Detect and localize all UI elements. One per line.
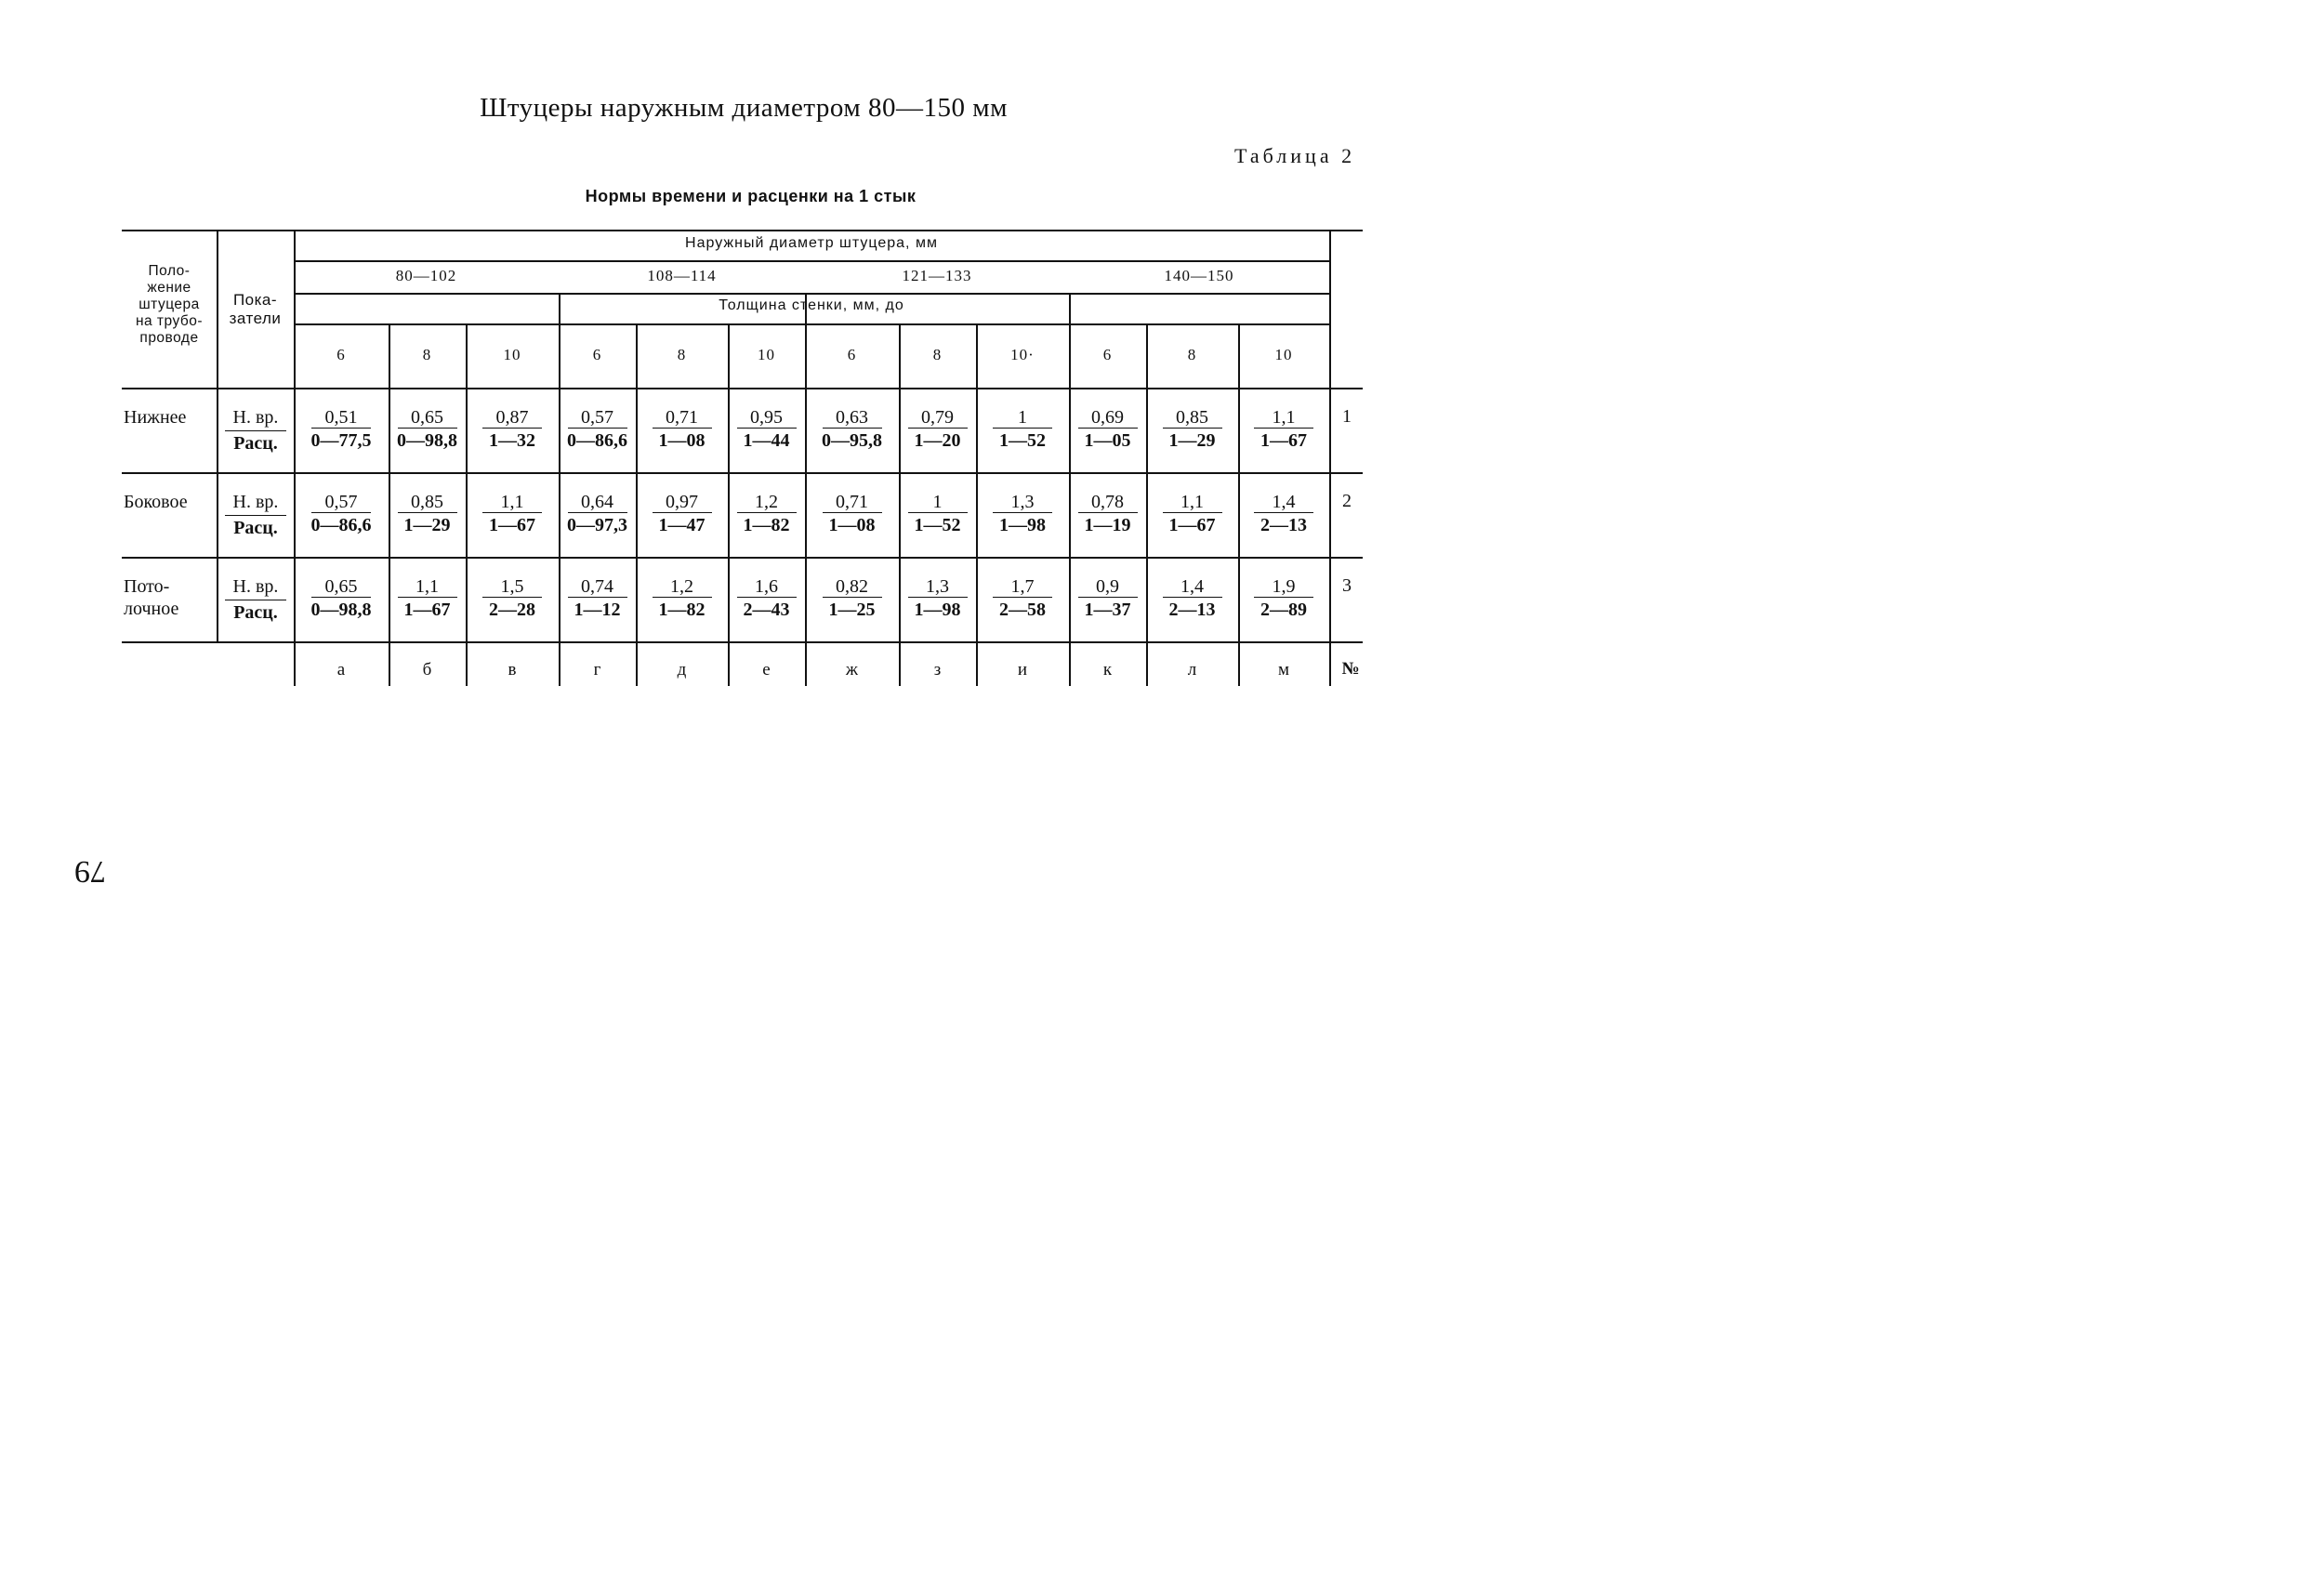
table-cell xyxy=(1146,489,1238,537)
thickness-4: 6 xyxy=(592,346,602,363)
row-position-label xyxy=(124,491,188,513)
table-cell xyxy=(389,404,466,453)
thickness-8: 8 xyxy=(932,346,943,363)
column-letter: л xyxy=(1187,660,1197,679)
cell-price: 1—82 xyxy=(658,600,706,620)
table-cell xyxy=(1069,574,1146,622)
cell-price: 1—08 xyxy=(828,515,876,535)
table-cell xyxy=(294,489,389,537)
table-cell xyxy=(294,574,389,622)
cell-time-norm: 1,4 xyxy=(1180,576,1204,597)
cell-price: 1—98 xyxy=(999,515,1046,535)
wall-thickness-header: Толщина стенки, мм, до xyxy=(719,297,904,313)
column-letter: г xyxy=(593,660,601,679)
cell-time-norm: 1,6 xyxy=(755,576,778,597)
time-norm-label: Н. вр. xyxy=(232,407,279,428)
cell-price: 1—05 xyxy=(1084,430,1131,451)
table-cell xyxy=(466,574,559,622)
cell-time-norm: 0,78 xyxy=(1091,492,1124,512)
column-letter: з xyxy=(933,660,942,679)
column-letter: б xyxy=(422,660,432,679)
cell-price: 1—29 xyxy=(1168,430,1216,451)
cell-price: 1—82 xyxy=(743,515,790,535)
column-letter: в xyxy=(508,660,517,679)
table-cell xyxy=(389,489,466,537)
row-indicators xyxy=(218,574,293,625)
table-cell xyxy=(559,404,636,453)
cell-price: 1—47 xyxy=(658,515,706,535)
cell-price: 1—25 xyxy=(828,600,876,620)
table-cell xyxy=(899,574,976,622)
cell-time-norm: 0,95 xyxy=(750,407,783,428)
table-cell xyxy=(466,489,559,537)
diameter-group-2: 108—114 xyxy=(647,267,717,284)
cell-price: 1—52 xyxy=(914,515,961,535)
cell-price: 1—32 xyxy=(489,430,535,451)
indicators-header-line: затели xyxy=(229,310,282,327)
price-label: Расц. xyxy=(225,600,286,625)
cell-time-norm: 0,71 xyxy=(836,492,868,512)
cell-time-norm: 0,65 xyxy=(324,576,358,597)
row-rule-3 xyxy=(122,641,1363,643)
cell-time-norm: 0,57 xyxy=(581,407,613,428)
table-cell xyxy=(1238,404,1329,453)
table-cell xyxy=(1238,574,1329,622)
table-cell xyxy=(805,574,899,622)
position-header-line: Поло- xyxy=(148,263,191,279)
position-header-line: штуцера xyxy=(138,297,200,312)
cell-time-norm: 1,3 xyxy=(1010,492,1035,512)
column-letter: ж xyxy=(845,660,859,679)
table-cell xyxy=(1146,404,1238,453)
row-indicators xyxy=(218,489,293,540)
cell-price: 1—67 xyxy=(1168,515,1216,535)
table-number: Таблица 2 xyxy=(1234,144,1356,167)
row-position-label xyxy=(124,575,178,620)
table-cell xyxy=(559,574,636,622)
row-indicators xyxy=(218,404,293,455)
table-cell xyxy=(1146,574,1238,622)
cell-time-norm: 1,9 xyxy=(1272,576,1296,597)
thickness-9: 10· xyxy=(1010,346,1035,363)
thickness-7: 6 xyxy=(847,346,857,363)
cell-time-norm: 0,71 xyxy=(666,407,698,428)
table-cell xyxy=(636,489,728,537)
row-position-line: Пото- xyxy=(124,576,170,597)
column-letter: а xyxy=(336,660,346,679)
table-cell xyxy=(1238,489,1329,537)
time-norm-label: Н. вр. xyxy=(232,492,279,512)
thickness-11: 8 xyxy=(1187,346,1197,363)
indicators-header xyxy=(217,291,294,328)
position-header-line: проводе xyxy=(139,330,199,346)
cell-price: 1—98 xyxy=(914,600,961,620)
cell-price: 1—12 xyxy=(574,600,621,620)
cell-price: 0—77,5 xyxy=(310,430,372,451)
table-cell xyxy=(976,489,1069,537)
cell-time-norm: 1,2 xyxy=(670,576,693,597)
table-cell xyxy=(976,574,1069,622)
thickness-5: 8 xyxy=(677,346,687,363)
table-subtitle: Нормы времени и расценки на 1 стык xyxy=(585,187,917,205)
cell-time-norm: 1 xyxy=(1018,407,1027,428)
row-position-label xyxy=(124,406,186,429)
row-position-line: Нижнее xyxy=(124,407,187,428)
cell-price: 1—67 xyxy=(403,600,451,620)
cell-price: 1—52 xyxy=(999,430,1046,451)
wall-header-rule xyxy=(294,323,1329,325)
cell-time-norm: 0,64 xyxy=(581,492,613,512)
column-letter: и xyxy=(1017,660,1028,679)
indicators-header-line: Пока- xyxy=(232,291,278,309)
cell-time-norm: 0,74 xyxy=(581,576,613,597)
cell-time-norm: 0,87 xyxy=(495,407,529,428)
cell-price: 0—95,8 xyxy=(822,430,882,451)
cell-time-norm: 0,63 xyxy=(836,407,868,428)
position-header xyxy=(122,263,217,347)
cell-time-norm: 0,69 xyxy=(1091,407,1124,428)
diameter-group-3: 121—133 xyxy=(902,267,972,284)
cell-price: 2—13 xyxy=(1168,600,1216,620)
cell-time-norm: 1,1 xyxy=(1272,407,1296,428)
table-cell xyxy=(636,574,728,622)
cell-price: 2—58 xyxy=(999,600,1046,620)
table-cell xyxy=(1069,489,1146,537)
header-bottom-rule xyxy=(122,388,1363,389)
table-cell xyxy=(389,574,466,622)
cell-price: 0—86,6 xyxy=(567,430,627,451)
cell-time-norm: 0,79 xyxy=(921,407,954,428)
row-rule-2 xyxy=(122,557,1363,559)
thickness-12: 10 xyxy=(1274,346,1293,363)
row-position-line: лочное xyxy=(124,599,179,619)
cell-price: 1—67 xyxy=(489,515,535,535)
cell-price: 0—98,8 xyxy=(310,600,372,620)
table-cell xyxy=(899,489,976,537)
price-label: Расц. xyxy=(225,430,286,455)
cell-time-norm: 1,2 xyxy=(755,492,778,512)
table-cell xyxy=(1069,404,1146,453)
cell-price: 2—13 xyxy=(1260,515,1307,535)
cell-price: 0—97,3 xyxy=(567,515,627,535)
diameter-group-4: 140—150 xyxy=(1164,267,1234,284)
cell-time-norm: 0,57 xyxy=(324,492,358,512)
table-cell xyxy=(636,404,728,453)
cell-price: 1—20 xyxy=(914,430,961,451)
cell-price: 1—08 xyxy=(658,430,706,451)
cell-time-norm: 1,4 xyxy=(1272,492,1296,512)
diameter-header-rule xyxy=(294,260,1329,262)
table-cell xyxy=(728,489,805,537)
cell-time-norm: 1,7 xyxy=(1010,576,1035,597)
cell-time-norm: 0,97 xyxy=(666,492,698,512)
cell-time-norm: 1,3 xyxy=(926,576,949,597)
cell-price: 1—37 xyxy=(1084,600,1131,620)
thickness-3: 10 xyxy=(503,346,521,363)
row-number: 3 xyxy=(1342,575,1352,596)
cell-time-norm: 0,9 xyxy=(1096,576,1119,597)
diameter-header: Наружный диаметр штуцера, мм xyxy=(685,235,938,251)
table-cell xyxy=(466,404,559,453)
page-title: Штуцеры наружным диаметром 80—150 мм xyxy=(480,93,1008,123)
page-number: 79 xyxy=(74,854,106,889)
thickness-2: 8 xyxy=(422,346,432,363)
cell-time-norm: 1 xyxy=(932,492,943,512)
cell-price: 0—98,8 xyxy=(397,430,457,451)
table-cell xyxy=(559,489,636,537)
number-sign: № xyxy=(1341,659,1360,679)
cell-time-norm: 0,85 xyxy=(411,492,443,512)
cell-price: 1—44 xyxy=(743,430,790,451)
table-cell xyxy=(976,404,1069,453)
thickness-10: 6 xyxy=(1102,346,1113,363)
row-rule-1 xyxy=(122,472,1363,474)
cell-price: 1—29 xyxy=(403,515,451,535)
cell-price: 2—43 xyxy=(743,600,790,620)
time-norm-label: Н. вр. xyxy=(232,576,279,597)
cell-time-norm: 1,1 xyxy=(500,492,524,512)
diameter-group-1: 80—102 xyxy=(395,267,457,284)
table-cell xyxy=(728,404,805,453)
cell-time-norm: 0,51 xyxy=(324,407,358,428)
column-letter: к xyxy=(1102,660,1113,679)
table-cell xyxy=(294,404,389,453)
table-cell xyxy=(805,489,899,537)
row-position-line: Боковое xyxy=(124,492,188,512)
table-cell xyxy=(899,404,976,453)
cell-time-norm: 1,1 xyxy=(415,576,439,597)
cell-time-norm: 0,65 xyxy=(411,407,443,428)
cell-price: 2—89 xyxy=(1260,600,1307,620)
table-cell xyxy=(805,404,899,453)
position-header-line: на трубо- xyxy=(135,313,204,329)
row-number: 2 xyxy=(1342,491,1352,511)
cell-price: 1—67 xyxy=(1260,430,1307,451)
cell-price: 0—86,6 xyxy=(310,515,372,535)
cell-price: 1—19 xyxy=(1084,515,1131,535)
table-cell xyxy=(728,574,805,622)
cell-price: 2—28 xyxy=(489,600,535,620)
number-column-rule xyxy=(1329,230,1331,686)
thickness-1: 6 xyxy=(336,346,346,363)
row-number: 1 xyxy=(1342,406,1352,427)
column-letter: д xyxy=(677,660,687,679)
group-header-rule xyxy=(294,293,1329,295)
price-label: Расц. xyxy=(225,515,286,540)
cell-time-norm: 1,1 xyxy=(1180,492,1204,512)
thickness-6: 10 xyxy=(758,346,775,363)
cell-time-norm: 1,5 xyxy=(500,576,524,597)
column-letter: е xyxy=(762,660,771,679)
cell-time-norm: 0,85 xyxy=(1176,407,1208,428)
position-header-line: жение xyxy=(147,280,191,296)
table-top-rule xyxy=(122,230,1363,231)
cell-time-norm: 0,82 xyxy=(836,576,868,597)
column-letter: м xyxy=(1277,660,1290,679)
